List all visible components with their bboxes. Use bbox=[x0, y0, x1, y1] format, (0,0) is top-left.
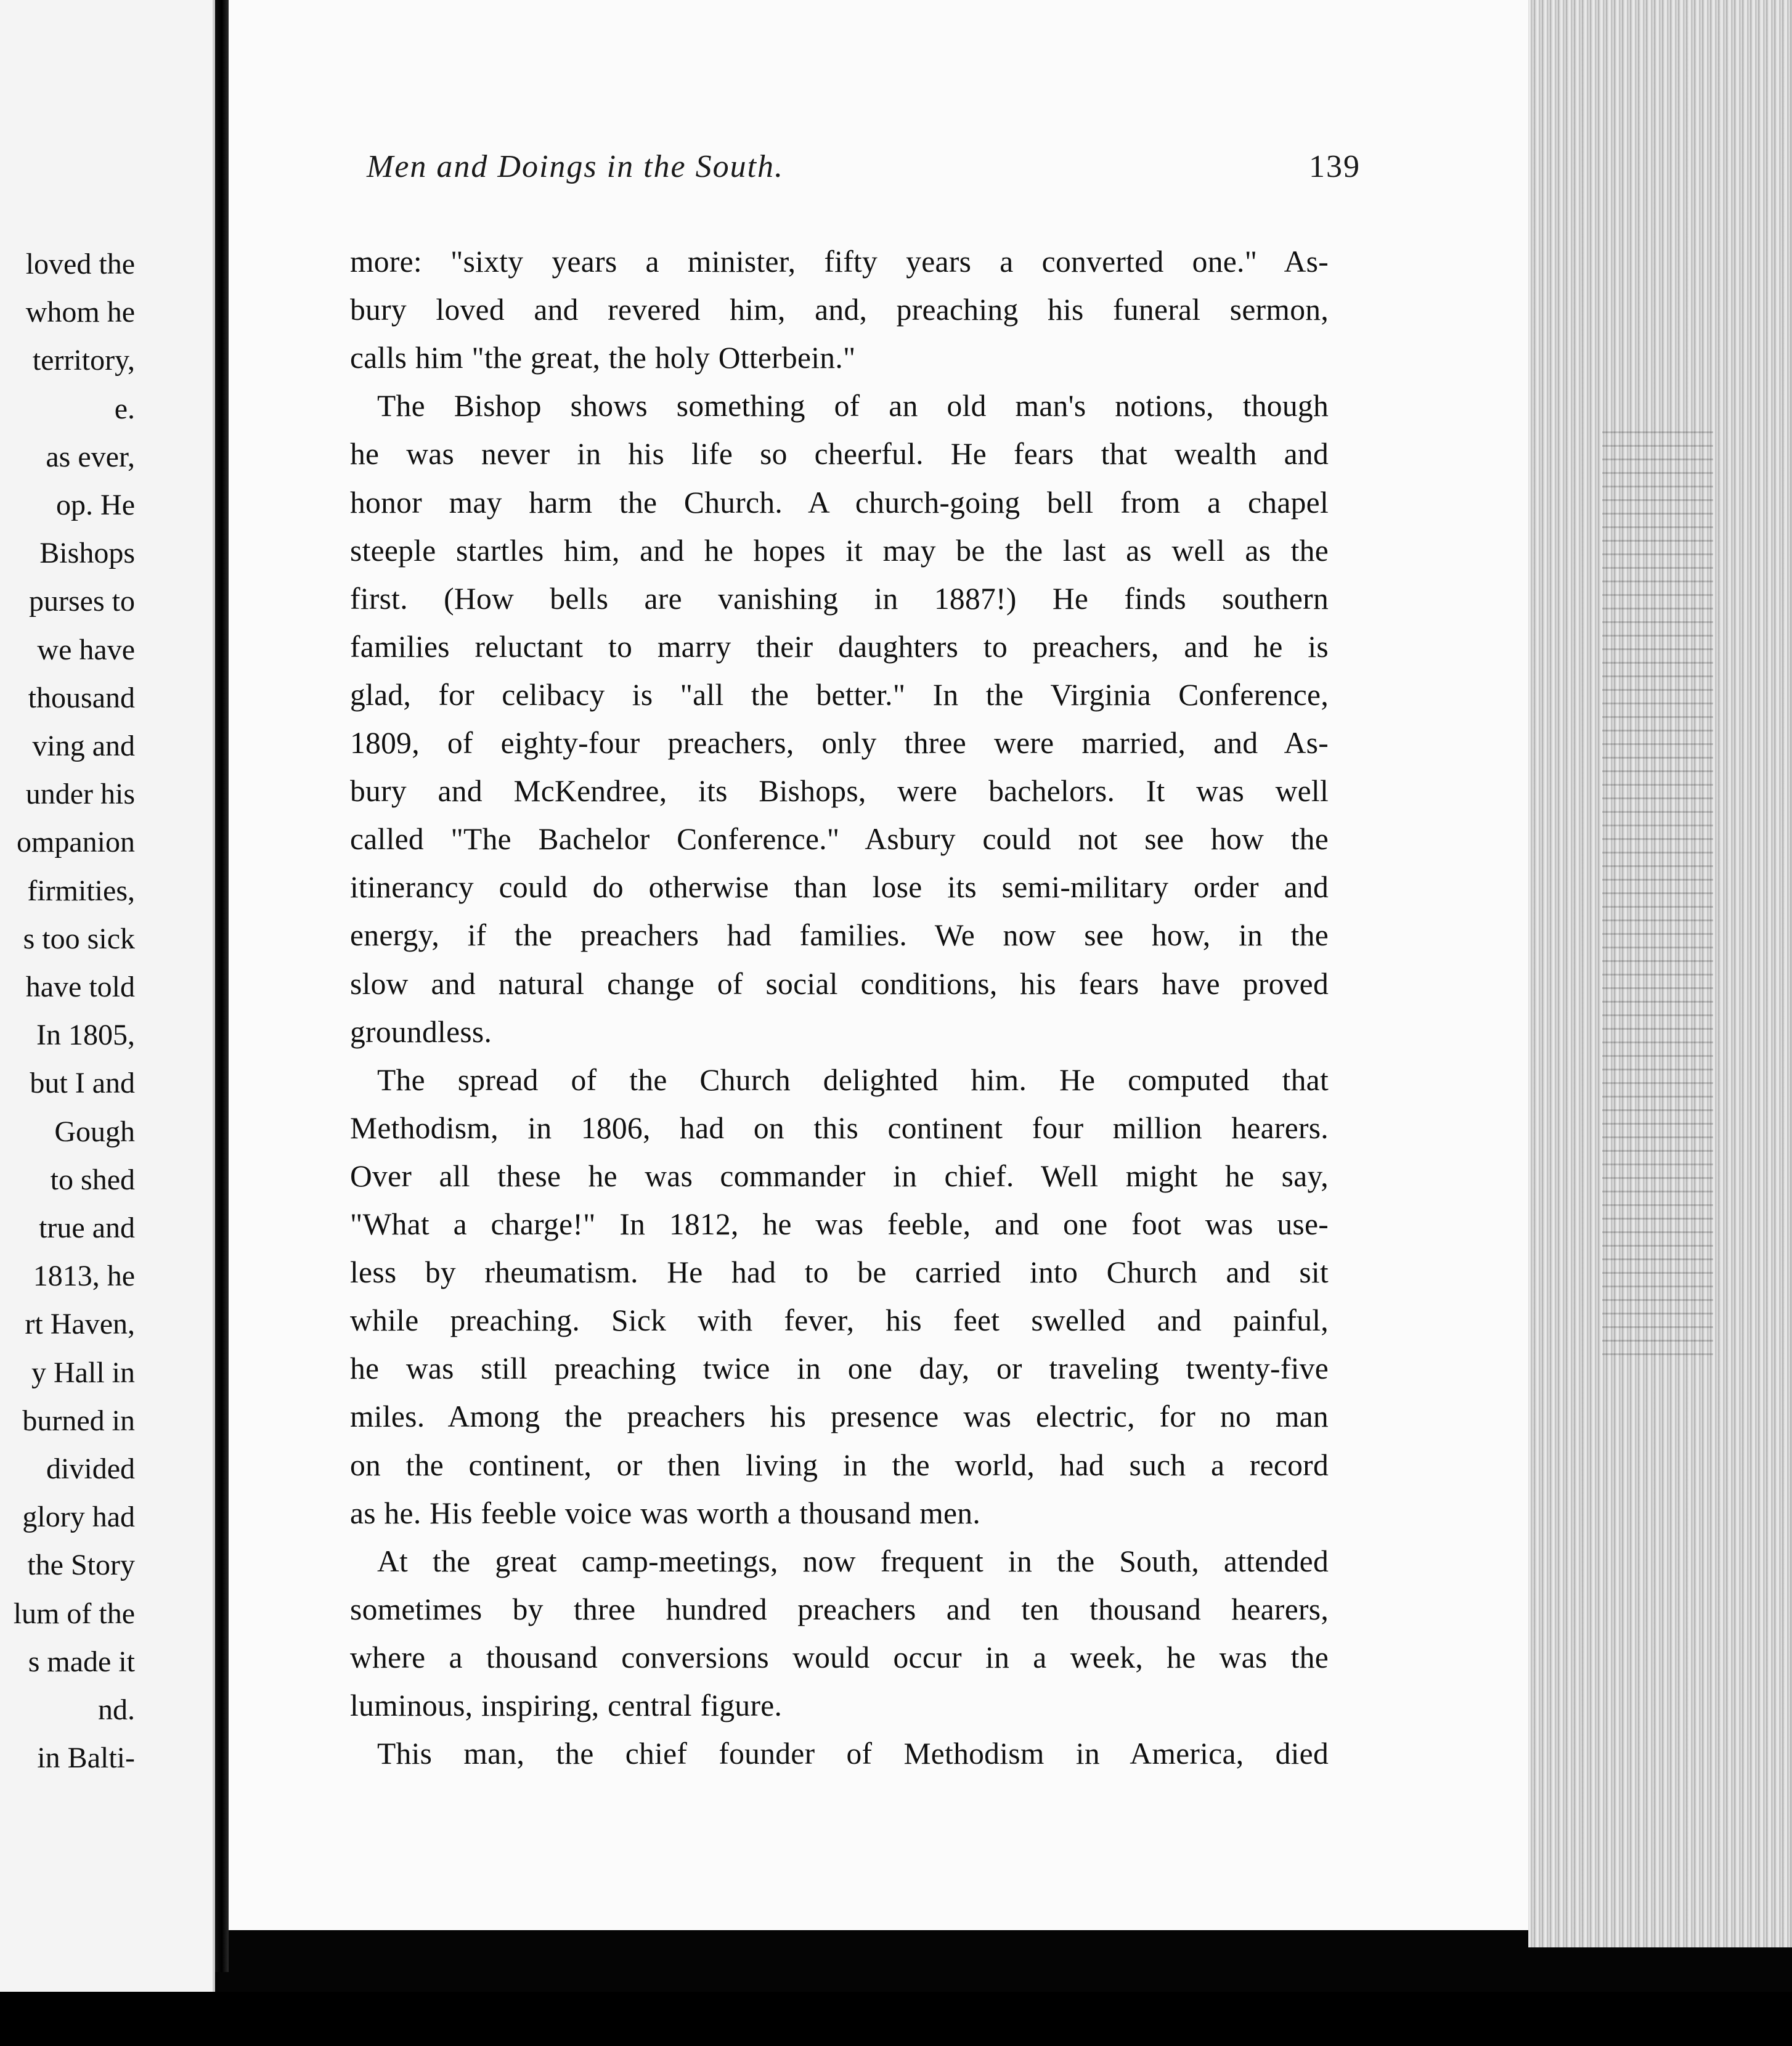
text-line: "What a charge!" In 1812, he was feeble, and one foot was use- bbox=[350, 1207, 1329, 1241]
text-line: while preaching. Sick with fever, his feet swelled and painful, bbox=[350, 1303, 1329, 1338]
left-page-line: territory, bbox=[32, 344, 135, 377]
text-line: calls him "the great, the holy Otterbein." bbox=[350, 341, 856, 375]
left-page-line: under his bbox=[25, 778, 135, 811]
left-page bbox=[0, 0, 215, 2003]
text-line: 1809, of eighty-four preachers, only three were married, and As- bbox=[350, 726, 1329, 760]
text-line: sometimes by three hundred preachers and ten thousand hearers, bbox=[350, 1592, 1329, 1626]
left-page-line: loved the bbox=[25, 248, 135, 280]
left-page-line: whom he bbox=[25, 296, 135, 329]
text-line: as he. His feeble voice was worth a thousand men. bbox=[350, 1496, 981, 1530]
text-line: he was never in his life so cheerful. He fears that wealth and bbox=[350, 437, 1329, 471]
left-page-line: firmities, bbox=[27, 874, 135, 907]
text-line: miles. Among the preachers his presence was electric, for no man bbox=[350, 1400, 1329, 1434]
text-line: steeple startles him, and he hopes it may be the last as well as the bbox=[350, 533, 1329, 568]
left-page-line: purses to bbox=[29, 585, 135, 618]
left-page-line: s too sick bbox=[23, 922, 135, 955]
text-line: honor may harm the Church. A church-going bell from a chapel bbox=[350, 485, 1329, 520]
left-page-line: 1813, he bbox=[33, 1260, 135, 1293]
left-page-line: e. bbox=[114, 392, 135, 425]
text-line: The Bishop shows something of an old man's notions, though bbox=[377, 389, 1329, 423]
running-title: Men and Doings in the South. bbox=[367, 149, 784, 184]
text-line: he was still preaching twice in one day, or traveling twenty-five bbox=[350, 1351, 1329, 1386]
left-page-line: y Hall in bbox=[31, 1356, 135, 1389]
text-line: luminous, inspiring, central figure. bbox=[350, 1689, 783, 1722]
text-line: first. (How bells are vanishing in 1887!) He finds southern bbox=[350, 581, 1329, 616]
left-page-line: ompanion bbox=[17, 826, 135, 859]
text-line: Over all these he was commander in chief. Well might he say, bbox=[350, 1159, 1329, 1193]
left-page-line: ving and bbox=[32, 730, 135, 762]
book-gutter bbox=[215, 0, 229, 1972]
left-page-line: glory had bbox=[22, 1501, 135, 1534]
text-line: families reluctant to marry their daughters to preachers, and he is bbox=[350, 629, 1329, 664]
left-page-line: true and bbox=[39, 1212, 135, 1244]
left-page-line: thousand bbox=[28, 681, 135, 714]
page-number: 139 bbox=[1309, 149, 1361, 184]
text-line: called "The Bachelor Conference." Asbury could not see how the bbox=[350, 822, 1329, 857]
page-edges bbox=[1528, 0, 1792, 1947]
left-page-line: divided bbox=[46, 1453, 135, 1485]
text-line: This man, the chief founder of Methodism in America, died bbox=[377, 1737, 1329, 1771]
left-page-line: in Balti- bbox=[37, 1742, 135, 1775]
left-page-line: as ever, bbox=[46, 440, 135, 473]
text-line: where a thousand conversions would occur in a week, he was the bbox=[350, 1640, 1329, 1674]
left-page-line: Gough bbox=[54, 1115, 135, 1148]
left-page-line: to shed bbox=[50, 1163, 135, 1196]
left-page-line: lum of the bbox=[13, 1597, 135, 1630]
text-line: groundless. bbox=[350, 1014, 492, 1049]
text-line: The spread of the Church delighted him. He computed that bbox=[377, 1062, 1329, 1097]
left-page-line: we have bbox=[37, 633, 135, 666]
left-page-line: op. He bbox=[56, 489, 135, 521]
left-page-line: Bishops bbox=[39, 537, 135, 570]
bottom-shadow bbox=[0, 1992, 1792, 2046]
text-line: At the great camp-meetings, now frequent in the South, attended bbox=[377, 1544, 1329, 1578]
left-page-line: In 1805, bbox=[36, 1019, 135, 1052]
text-line: slow and natural change of social conditions, his fears have proved bbox=[350, 966, 1329, 1001]
text-line: Methodism, in 1806, had on this continent four million hearers. bbox=[350, 1111, 1329, 1145]
text-line: bury and McKendree, its Bishops, were bachelors. It was well bbox=[350, 774, 1329, 809]
left-page-line: s made it bbox=[28, 1645, 135, 1678]
text-line: glad, for celibacy is "all the better." In the Virginia Conference, bbox=[350, 677, 1329, 712]
left-page-line: rt Haven, bbox=[25, 1308, 135, 1341]
text-line: on the continent, or then living in the world, had such a record bbox=[350, 1448, 1329, 1482]
left-page-line: nd. bbox=[98, 1693, 135, 1726]
text-line: more: "sixty years a minister, fifty years a converted one." As- bbox=[350, 245, 1329, 279]
left-page-line: have told bbox=[25, 971, 135, 1003]
text-line: energy, if the preachers had families. We now see how, in the bbox=[350, 918, 1329, 953]
left-page-line: but I and bbox=[30, 1067, 135, 1100]
text-line: less by rheumatism. He had to be carried into Church and sit bbox=[350, 1255, 1329, 1290]
left-page-line: the Story bbox=[27, 1549, 135, 1582]
text-line: bury loved and revered him, and, preaching his funeral sermon, bbox=[350, 293, 1329, 327]
text-line: itinerancy could do otherwise than lose its semi-military order and bbox=[350, 870, 1329, 905]
left-page-line: burned in bbox=[22, 1404, 135, 1437]
